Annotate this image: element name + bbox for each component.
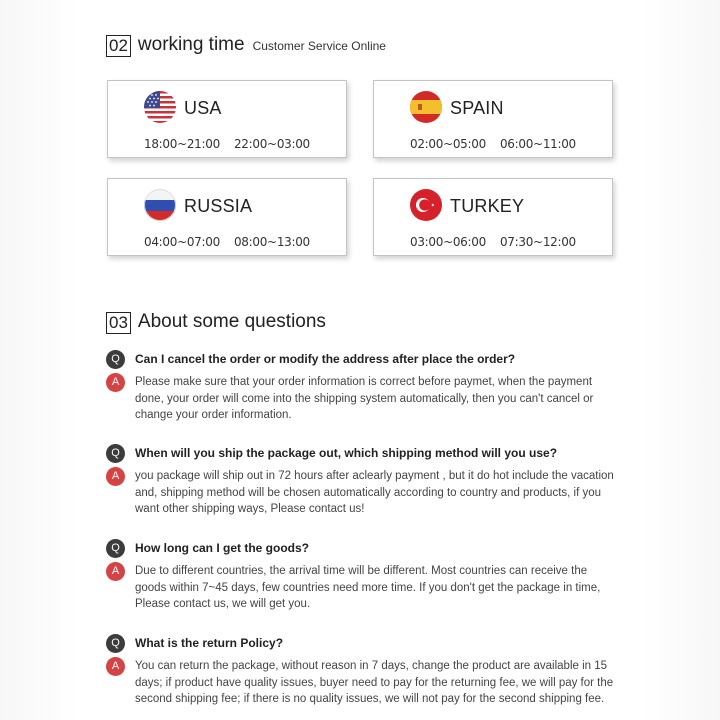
section-subtitle: Customer Service Online bbox=[252, 39, 386, 53]
spain-flag-icon bbox=[410, 91, 442, 123]
country-name: TURKEY bbox=[450, 196, 525, 216]
service-hours: 18:00~21:00 22:00~03:00 bbox=[144, 137, 310, 151]
region-card-usa bbox=[107, 80, 347, 158]
faq-item bbox=[106, 444, 616, 518]
faq-question: How long can I get the goods? bbox=[135, 541, 309, 555]
russia-flag-icon bbox=[144, 189, 176, 221]
faq-item bbox=[106, 350, 616, 424]
section-title: About some questions bbox=[137, 311, 326, 332]
country-name: RUSSIA bbox=[184, 196, 253, 216]
page-edge-left bbox=[0, 0, 78, 720]
question-badge: Q bbox=[106, 539, 125, 558]
question-badge: Q bbox=[106, 350, 125, 369]
page-edge-right bbox=[642, 0, 720, 720]
region-card-turkey bbox=[373, 178, 613, 256]
question-badge: Q bbox=[106, 634, 125, 653]
section-title: working time bbox=[137, 34, 245, 55]
faq-item bbox=[106, 539, 616, 613]
country-name: USA bbox=[184, 98, 222, 118]
turkey-flag-icon bbox=[410, 189, 442, 221]
faq-question: What is the return Policy? bbox=[135, 636, 284, 650]
faq-answer: You can return the package, without reason in 7 days, change the product are available in 15 days; if product have quality issues, buyer need to pay for the returning fee, we will pay for the second shipping fee; if there is no quality issues, we will not pay for the second shipping fee. bbox=[135, 660, 614, 705]
us-flag-icon bbox=[144, 91, 176, 123]
service-hours: 03:00~06:00 07:30~12:00 bbox=[410, 235, 576, 249]
faq-answer: you package will ship out in 72 hours after aclearly payment , but it do hot include the vacation and, shipping method will be chosen automatically according to country and products, if you want other shipping ways, Please contact us! bbox=[135, 470, 614, 515]
faq-answer: Please make sure that your order information is correct before paymet, when the payment done, your order will come into the shipping system automatically, then you can't cancel or change your order information. bbox=[135, 376, 594, 421]
region-card-spain bbox=[373, 80, 613, 158]
faq-question: When will you ship the package out, which shipping method will you use? bbox=[135, 446, 558, 460]
faq-answer: Due to different countries, the arrival time will be different. Most countries can receive the goods within 7~45 days, few countries need more time. If you don't get the package in time, Please contact us, we will get you. bbox=[135, 565, 601, 610]
region-card-russia bbox=[107, 178, 347, 256]
service-hours: 04:00~07:00 08:00~13:00 bbox=[144, 235, 310, 249]
answer-badge: A bbox=[106, 467, 125, 486]
faq-item bbox=[106, 634, 616, 708]
service-hours: 02:00~05:00 06:00~11:00 bbox=[410, 137, 576, 151]
country-name: SPAIN bbox=[450, 98, 504, 118]
answer-badge: A bbox=[106, 373, 125, 392]
working-time-heading bbox=[106, 34, 386, 56]
question-badge: Q bbox=[106, 444, 125, 463]
faq-question: Can I cancel the order or modify the address after place the order? bbox=[135, 352, 516, 366]
answer-badge: A bbox=[106, 657, 125, 676]
section-number: 03 bbox=[106, 312, 131, 334]
questions-heading bbox=[106, 311, 326, 333]
answer-badge: A bbox=[106, 562, 125, 581]
section-number: 02 bbox=[106, 35, 131, 57]
